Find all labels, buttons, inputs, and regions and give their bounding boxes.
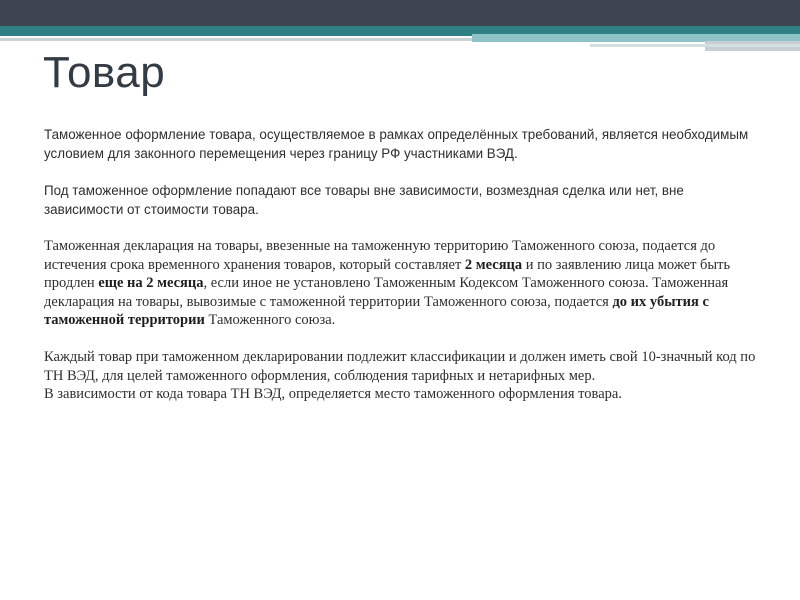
paragraph-goods-scope: Под таможенное оформление попадают все товары вне зависимости, возмездная сделка или нет, вне зависимости от стоимости товара. — [44, 183, 684, 217]
slide-body — [44, 125, 764, 404]
top-decorative-band — [0, 0, 800, 26]
paragraph-declaration-terms — [44, 237, 764, 330]
paragraph-classification: Каждый товар при таможенном декларировании подлежит классификации и должен иметь свой 10-значный код по ТН ВЭД, для целей таможенного оформления, соблюдения тарифных и нетарифных мер. — [44, 348, 756, 384]
decorative-line-right — [590, 44, 800, 47]
declaration-text-3: , если иное не установлено Таможенным Кодексом Таможенного союза. Таможенная декларация на товары, вывозимые с таможенной территории Таможенного союза, подается — [44, 275, 729, 310]
decorative-line — [0, 38, 472, 41]
declaration-text-4: Таможенного союза. — [204, 312, 336, 329]
declaration-bold-extension: еще на 2 месяца — [98, 275, 204, 292]
declaration-bold-departure: до их убытия с таможенной территории — [44, 293, 709, 329]
declaration-text-1: Таможенная декларация на товары, ввезенные на таможенную территорию Таможенного союза, подается до истечения срока временного хранения товаров, который составляет — [44, 238, 716, 273]
paragraph-customs-clearance: Таможенное оформление товара, осуществляемое в рамках определённых требований, является необходимым условием для законного перемещения через границу РФ участниками ВЭД. — [44, 127, 749, 161]
slide-title: Товар — [43, 48, 166, 97]
paragraph-clearance-location: В зависимости от кода товара ТН ВЭД, определяется место таможенного оформления товара. — [44, 386, 622, 403]
declaration-text-2: и по заявлению лица может быть продлен — [44, 256, 731, 292]
declaration-bold-term: 2 месяца — [464, 256, 523, 273]
